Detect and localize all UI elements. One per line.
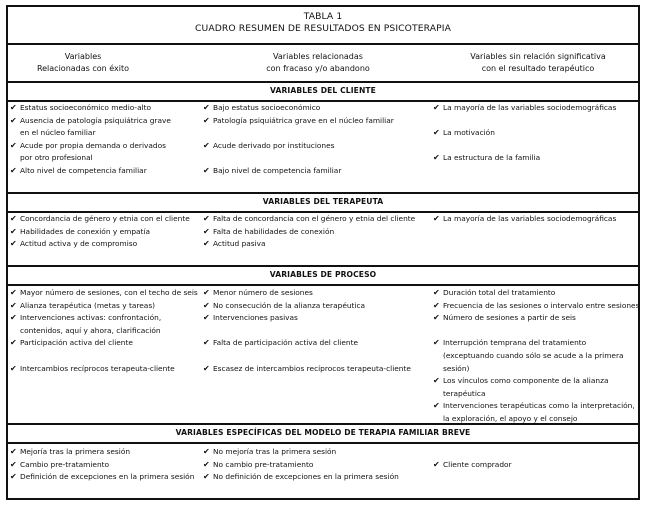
list-item xyxy=(203,363,435,376)
check-icon: ✔ xyxy=(10,140,17,150)
spacer xyxy=(433,446,641,459)
check-icon: ✔ xyxy=(203,140,210,150)
list-item xyxy=(10,459,205,472)
list-item xyxy=(433,300,641,313)
list-item xyxy=(10,312,205,337)
column-header-line: Variables xyxy=(64,52,102,61)
list-item xyxy=(433,102,641,115)
column-header-line: Variables relacionadas xyxy=(273,52,363,61)
check-icon: ✔ xyxy=(203,338,210,348)
list-item-text: Bajo estatus socioeconómico xyxy=(213,103,321,112)
list-item xyxy=(433,400,641,425)
list-item-text: Ausencia de patología psiquiátrica grave xyxy=(20,115,171,125)
list-item-text: la exploración, el apoyo y el consejo xyxy=(443,413,578,423)
section-column-0 xyxy=(10,102,205,178)
section-column-2 xyxy=(433,287,641,426)
list-item-text: Acude derivado por instituciones xyxy=(213,140,335,150)
list-item-text: Falta de concordancia con el género y etnia del cliente xyxy=(213,214,416,223)
list-item-text: Menor número de sesiones xyxy=(213,288,313,297)
list-item-text: No definición de excepciones en la primera sesión xyxy=(213,472,399,482)
list-item xyxy=(433,152,641,165)
check-icon: ✔ xyxy=(433,401,440,411)
check-icon: ✔ xyxy=(10,288,17,297)
list-item-text: Duración total del tratamiento xyxy=(443,288,556,297)
list-item xyxy=(10,471,205,484)
check-icon: ✔ xyxy=(10,165,17,175)
list-item xyxy=(10,337,205,350)
list-item-text: Cliente comprador xyxy=(443,459,512,469)
list-item-text: Participación activa del cliente xyxy=(20,338,133,348)
list-item-text: Concordancia de género y etnia con el cliente xyxy=(20,214,190,223)
column-header-line: Relacionadas con éxito xyxy=(36,64,130,73)
section-column-1 xyxy=(203,213,435,251)
list-item xyxy=(433,312,641,325)
spacer xyxy=(433,115,641,128)
check-icon: ✔ xyxy=(10,239,17,249)
section-column-1 xyxy=(203,287,435,375)
list-item xyxy=(433,213,641,226)
list-item-text: Cambio pre-tratamiento xyxy=(20,459,110,469)
check-icon: ✔ xyxy=(433,376,440,386)
list-item-text: Actitud pasiva xyxy=(213,239,266,249)
table-title xyxy=(8,7,638,44)
list-item xyxy=(203,446,435,459)
check-icon: ✔ xyxy=(203,313,210,323)
column-header-line: con el resultado terapéutico xyxy=(481,64,595,73)
check-icon: ✔ xyxy=(433,103,440,112)
table-caption: CUADRO RESUMEN DE RESULTADOS EN PSICOTERAPIA xyxy=(195,23,451,34)
check-icon: ✔ xyxy=(10,300,17,310)
section-title: VARIABLES ESPECÍFICAS DEL MODELO DE TERAPIA FAMILIAR BREVE xyxy=(175,428,471,437)
list-item xyxy=(203,312,435,325)
list-item-text: Falta de habilidades de conexión xyxy=(213,226,335,236)
list-item-text: Habilidades de conexión y empatía xyxy=(20,226,151,236)
section-column-0 xyxy=(10,213,205,251)
list-item xyxy=(203,226,435,239)
check-icon: ✔ xyxy=(10,459,17,469)
check-icon: ✔ xyxy=(203,447,210,456)
list-item-text: en el núcleo familiar xyxy=(20,128,96,138)
check-icon: ✔ xyxy=(433,214,440,223)
spacer xyxy=(203,152,435,165)
list-item-text: Actitud activa y de compromiso xyxy=(20,239,138,249)
list-item-text: (exceptuando cuando sólo se acude a la primera sesión) xyxy=(443,350,624,373)
list-item xyxy=(203,459,435,472)
list-item-text: Intervenciones terapéuticas como la interpretación, xyxy=(443,401,635,411)
section-column-2 xyxy=(433,446,641,471)
list-item-text: Falta de participación activa del cliente xyxy=(213,338,359,348)
check-icon: ✔ xyxy=(10,103,17,112)
check-icon: ✔ xyxy=(10,472,17,482)
check-icon: ✔ xyxy=(203,300,210,310)
list-item xyxy=(203,213,435,226)
check-icon: ✔ xyxy=(433,128,440,138)
check-icon: ✔ xyxy=(433,459,440,469)
divider xyxy=(8,284,638,286)
spacer xyxy=(203,127,435,140)
check-icon: ✔ xyxy=(203,103,210,112)
list-item-text: Escasez de intercambios recíprocos terapeuta-cliente xyxy=(213,363,411,373)
list-item-text: La mayoría de las variables sociodemográficas xyxy=(443,214,617,223)
list-item xyxy=(433,127,641,140)
check-icon: ✔ xyxy=(203,226,210,236)
check-icon: ✔ xyxy=(203,363,210,373)
list-item-text: Patología psiquiátrica grave en el núcleo familiar xyxy=(213,115,394,125)
check-icon: ✔ xyxy=(203,214,210,223)
check-icon: ✔ xyxy=(10,447,17,456)
list-item-text: Mayor número de sesiones, con el techo de seis xyxy=(20,288,198,297)
column-header-success xyxy=(8,45,158,83)
list-item-text: Los vínculos como componente de la alianza terapéutica xyxy=(443,376,609,398)
list-item xyxy=(203,238,435,251)
check-icon: ✔ xyxy=(203,165,210,175)
list-item xyxy=(10,446,205,459)
check-icon: ✔ xyxy=(433,153,440,163)
list-item-text: por otro profesional xyxy=(20,153,93,163)
check-icon: ✔ xyxy=(433,288,440,297)
list-item xyxy=(10,287,205,300)
check-icon: ✔ xyxy=(203,459,210,469)
list-item-text: Estatus socioeconómico medio-alto xyxy=(20,103,152,112)
list-item-text: No mejoría tras la primera sesión xyxy=(213,447,337,456)
section-title: VARIABLES DEL CLIENTE xyxy=(270,86,376,95)
section-column-0 xyxy=(10,446,205,484)
spacer xyxy=(203,325,435,338)
list-item xyxy=(433,375,641,400)
list-item xyxy=(203,471,435,484)
list-item-text: Frecuencia de las sesiones o intervalo entre sesiones xyxy=(443,300,640,310)
section-title: VARIABLES DEL TERAPEUTA xyxy=(262,197,384,206)
list-item-text: Intervenciones activas: confrontación, xyxy=(20,313,162,323)
section-column-0 xyxy=(10,287,205,375)
list-item xyxy=(203,165,435,178)
spacer xyxy=(10,350,205,363)
check-icon: ✔ xyxy=(203,288,210,297)
list-item xyxy=(10,238,205,251)
check-icon: ✔ xyxy=(433,300,440,310)
check-icon: ✔ xyxy=(203,472,210,482)
list-item xyxy=(10,102,205,115)
section-column-1 xyxy=(203,446,435,484)
list-item-text: No consecución de la alianza terapéutica xyxy=(213,300,366,310)
list-item-text: Intercambios recíprocos terapeuta-cliente xyxy=(20,363,175,373)
list-item-text: La motivación xyxy=(443,128,495,138)
spacer xyxy=(433,140,641,153)
list-item xyxy=(10,165,205,178)
list-item xyxy=(10,363,205,376)
list-item xyxy=(10,140,205,165)
list-item-text: La mayoría de las variables sociodemográficas xyxy=(443,103,617,112)
list-item xyxy=(10,115,205,140)
results-summary-table xyxy=(6,5,640,500)
check-icon: ✔ xyxy=(10,214,17,223)
list-item-text: Interrupción temprana del tratamiento xyxy=(443,338,587,348)
section-title: VARIABLES DE PROCESO xyxy=(269,270,377,279)
column-header-line: Variables sin relación significativa xyxy=(470,52,606,61)
list-item-text: Mejoría tras la primera sesión xyxy=(20,447,131,456)
list-item xyxy=(433,337,641,375)
list-item xyxy=(203,115,435,128)
list-item xyxy=(10,226,205,239)
list-item-text: Acude por propia demanda o derivados xyxy=(20,140,166,150)
check-icon: ✔ xyxy=(10,226,17,236)
section-column-2 xyxy=(433,213,641,226)
check-icon: ✔ xyxy=(203,239,210,249)
table-number: TABLA 1 xyxy=(303,11,343,22)
list-item xyxy=(203,102,435,115)
list-item-text: No cambio pre-tratamiento xyxy=(213,459,314,469)
list-item-text: Intervenciones pasivas xyxy=(213,313,298,323)
list-item xyxy=(433,287,641,300)
check-icon: ✔ xyxy=(433,338,440,348)
list-item-text: Definición de excepciones en la primera sesión xyxy=(20,472,195,482)
check-icon: ✔ xyxy=(433,313,440,323)
check-icon: ✔ xyxy=(203,115,210,125)
column-header-no-relation xyxy=(438,45,638,83)
list-item-text: Número de sesiones a partir de seis xyxy=(443,313,576,323)
list-item-text: Bajo nivel de competencia familiar xyxy=(213,165,342,175)
column-header-failure xyxy=(193,45,443,83)
check-icon: ✔ xyxy=(10,363,17,373)
list-item-text: Alianza terapéutica (metas y tareas) xyxy=(20,300,156,310)
list-item-text: contenidos, aquí y ahora, clarificación xyxy=(20,325,161,335)
list-item xyxy=(10,300,205,313)
section-column-2 xyxy=(433,102,641,165)
list-item xyxy=(433,459,641,472)
list-item xyxy=(203,300,435,313)
check-icon: ✔ xyxy=(10,313,17,323)
list-item-text: Alto nivel de competencia familiar xyxy=(20,165,147,175)
check-icon: ✔ xyxy=(10,338,17,348)
section-column-1 xyxy=(203,102,435,178)
check-icon: ✔ xyxy=(10,115,17,125)
spacer xyxy=(203,350,435,363)
list-item-text: La estructura de la familia xyxy=(443,153,541,163)
spacer xyxy=(433,325,641,338)
list-item xyxy=(203,140,435,153)
list-item xyxy=(203,287,435,300)
list-item xyxy=(203,337,435,350)
list-item xyxy=(10,213,205,226)
column-header-line: con fracaso y/o abandono xyxy=(266,64,370,73)
divider xyxy=(8,442,638,444)
